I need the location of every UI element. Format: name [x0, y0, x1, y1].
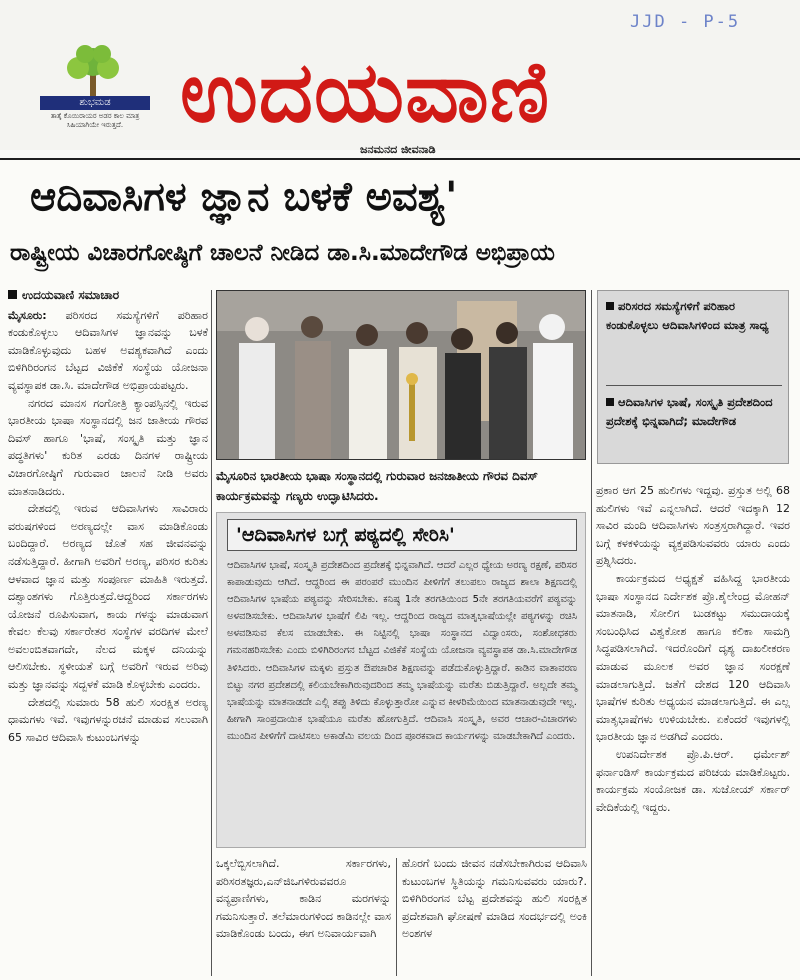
column-divider: [396, 858, 397, 976]
paragraph: ಕಾರ್ಯಕ್ರಮದ ಅಧ್ಯಕ್ಷತೆ ವಹಿಸಿದ್ದ ಭಾರತೀಯ ಭಾಷಾ ಸಂಸ್ಥಾನದ ನಿರ್ದೇಶಕ ಪ್ರೊ.ಶೈಲೇಂದ್ರ ಮೋಹನ್ ಮಾತನಾಡಿ, ಸೋಲಿಗ ಬುಡಕಟ್ಟು ಸಮುದಾಯಕ್ಕೆ ಸಂಬಂಧಿಸಿದ ವಿಶ್ವಕೋಶ ಹಾಗೂ ಕಲಿಕಾ ಸಾಮಗ್ರಿ ಸಿದ್ಧಪಡಿಸಲಾಗಿದೆ. ಇದರೊಂದಿಗೆ ದೃಶ್ಯ ದಾಖಲೀಕರಣ ಮಾಡುವ ಮೂಲಕ ಅವರ ಜ್ಞಾನ ಸಂರಕ್ಷಣೆ ಮಾಡಲಾಗುತ್ತಿದೆ. ಜತೆಗೆ ದೇಶದ 120 ಆದಿವಾಸಿ ಭಾಷೆಗಳ ಕುರಿತು ಅಧ್ಯಯನ ಮಾಡಲಾಗುತ್ತಿದೆ. ಈ ಎಲ್ಲ ಮಾತೃಭಾಷೆಗಳು ಉಳಿಯಬೇಕು. ಏಕೆಂದರೆ ಇವುಗಳಲ್ಲಿ ಭಾರತೀಯ ಜ್ಞಾನ ಅಡಗಿದೆ ಎಂದರು.: [596, 571, 790, 744]
column-3: ಹೊರಗೆ ಬಂದು ಜೀವನ ನಡೆಸಬೇಕಾಗಿರುವ ಆದಿವಾಸಿ ಕುಟುಂಬಗಳ ಸ್ಥಿತಿಯನ್ನು ಗಮನಿಸುವವರು ಯಾರು?. ಬಿಳಿಗಿರಿರಂಗನ ಬೆಟ್ಟ ಪ್ರದೇಶವನ್ನು ಹುಲಿ ಸಂರಕ್ಷಿತ ಪ್ರದೇಶವಾಗಿ ಘೋಷಣೆ ಮಾಡಿದ ಸಂದರ್ಭದಲ್ಲಿ ಅಂಕಿ ಅಂಶಗಳ: [402, 857, 587, 941]
column-2: ಒಕ್ಕಲೆಬ್ಬಿಸಲಾಗಿದೆ. ಸರ್ಕಾರಗಳು, ಪರಿಸರತಜ್ಞರು,ಎನ್‌ಜಿಒಗಳಿರುವವರೂ ವನ್ಯಪ್ರಾಣಿಗಳು, ಕಾಡಿನ ಮರಗಳನ್ನು ಗಮನಿಸುತ್ತಾರೆ. ತಲೆಮಾರುಗಳಿಂದ ಕಾಡಿನಲ್ಲೇ ವಾಸ ಮಾಡಿಕೊಂಡು ಬಂದು, ಈಗ ಅನಿವಾರ್ಯವಾಗಿ: [216, 857, 391, 941]
newspaper-subtitle: ಜನಮನದ ಜೀವನಾಡಿ: [360, 143, 436, 156]
handwritten-note: JJD - P-5: [630, 12, 741, 32]
highlights-box: [597, 290, 789, 464]
highlight-item: [606, 297, 784, 335]
bullet-square-icon: [8, 290, 17, 299]
highlight-text: ಆದಿವಾಸಿಗಳ ಭಾಷೆ, ಸಂಸ್ಕೃತಿ ಪ್ರದೇಶದಿಂದ ಪ್ರದೇಶಕ್ಕೆ ಭಿನ್ನವಾಗಿದೆ; ಮಾದೇಗೌಡ: [606, 395, 773, 428]
tree-icon: [62, 44, 124, 100]
highlight-divider: [606, 385, 782, 386]
column-4: [596, 482, 790, 980]
byline-text: ಉದಯವಾಣಿ ಸಮಾಚಾರ: [22, 288, 120, 302]
sidebar-text: ಆದಿವಾಸಿಗಳ ಭಾಷೆ, ಸಂಸ್ಕೃತಿ ಪ್ರದೇಶದಿಂದ ಪ್ರದೇಶಕ್ಕೆ ಭಿನ್ನವಾಗಿದೆ. ಆದರೆ ಎಲ್ಲರ ಧ್ಯೇಯ ಅರಣ್ಯ ರಕ್ಷಣೆ, ಪರಿಸರ ಕಾಪಾಡುವುದು ಆಗಿದೆ. ಆದ್ದರಿಂದ ಈ ಪರಂಪರೆ ಮುಂದಿನ ಪೀಳಿಗೆಗೆ ತಲುಪಲು ರಾಜ್ಯದ ಶಾಲಾ ಶಿಕ್ಷಣದಲ್ಲಿ ಆದಿವಾಸಿಗಳ ಭಾಷೆಯ ಪಠ್ಯವನ್ನು ಸೇರಿಸಬೇಕು. ಕನಿಷ್ಠ 1ನೇ ತರಗತಿಯಿಂದ 5ನೇ ತರಗತಿಯವರೆಗೆ ಪಠ್ಯವನ್ನು ಅಳವಡಿಸಬೇಕು. ಆದಿವಾಸಿಗಳ ಭಾಷೆಗೆ ಲಿಪಿ ಇಲ್ಲ. ಆದ್ದರಿಂದ ರಾಜ್ಯದ ಮಾತೃಭಾಷೆಯಲ್ಲೇ ಪಠ್ಯಗಳನ್ನು ರಚಿಸಿ ಅಳವಡಿಸುವ ಕೆಲಸ ಮಾಡಬೇಕು. ಈ ನಿಟ್ಟಿನಲ್ಲಿ ಭಾಷಾ ಸಂಸ್ಥಾನದ ವಿದ್ವಾಂಸರು, ಸಂಶೋಧಕರು ಗಮನಹರಿಸಬೇಕು ಎಂದು ಬಿಳಿಗಿರಿರಂಗನ ಬೆಟ್ಟದ ವಿಜಿಕೆಕೆ ಸಂಸ್ಥೆಯ ಯೋಜನಾ ವ್ಯವಸ್ಥಾಪಕ ಡಾ.ಸಿ.ಮಾದೇಗೌಡ ತಿಳಿಸಿದರು. ಆದಿವಾಸಿಗಳ ಮಕ್ಕಳು ಪ್ರಸ್ತುತ ಔಪಚಾರಿಕ ಶಿಕ್ಷಣವನ್ನು ಪಡೆದುಕೊಳ್ಳುತ್ತಿದ್ದಾರೆ. ಕಾಡಿನ ವಾತಾವರಣ ಬಿಟ್ಟು ನಗರ ಪ್ರದೇಶದಲ್ಲಿ ಕಲಿಯಬೇಕಾಗಿರುವುದರಿಂದ ತಮ್ಮ ಭಾಷೆಯನ್ನು ಮರೆತು ಬಿಡುತ್ತಿದ್ದಾರೆ. ಅಲ್ಲದೇ ತಮ್ಮ ಭಾಷೆಯನ್ನು ಮಾತನಾಡದೇ ಎಲ್ಲಿ ತಪ್ಪು ತಿಳಿದು ಕೊಳ್ಳುತ್ತಾರೋ ಎನ್ನುವ ಕೀಳರಿಮೆಯಿಂದ ಮಾತನಾಡುವುದೇ ಇಲ್ಲ. ಹೀಗಾಗಿ ಸಾಂಪ್ರದಾಯಿಕ ಭಾಷೆಯೂ ಮರೆತು ಹೋಗುತ್ತಿದೆ. ಆದಿವಾಸಿ ಸಂಸ್ಕೃತಿ, ಅವರ ಆಚಾರ-ವಿಚಾರಗಳು ಮುಂದಿನ ಪೀಳಿಗೆಗೆ ದಾಟಿಸಲು ಅಕಾಡೆಮಿ ವಲಯ ದಿಂದ ಪೂರಕವಾದ ಕಾರ್ಯಗಳನ್ನು ಮಾಡಬೇಕಾಗಿದೆ ಎಂದರು.: [227, 560, 577, 742]
paragraph: ಪ್ರಕಾರ ಆಗ 25 ಹುಲಿಗಳು ಇದ್ದವು. ಪ್ರಸ್ತುತ ಅಲ್ಲಿ 68 ಹುಲಿಗಳು ಇವೆ ಎನ್ನಲಾಗಿದೆ. ಆದರೆ ಇದಕ್ಕಾಗಿ 12 ಸಾವಿರ ಮಂದಿ ಆದಿವಾಸಿಗಳು ಸಂತ್ರಸ್ತರಾಗಿದ್ದಾರೆ. ಇವರ ಬಗ್ಗೆ ಕಳಕಳಿಯನ್ನು ವ್ಯಕ್ತಪಡಿಸುವವರು ಯಾರು ಎಂದು ಪ್ರಶ್ನಿಸಿದರು.: [596, 484, 790, 568]
column-divider: [591, 290, 592, 976]
column-1: [8, 287, 208, 980]
bullet-square-icon: [606, 302, 614, 310]
dateline: ಮೈಸೂರು:: [8, 308, 47, 322]
paragraph-text: ಪರಿಸರದ ಸಮಸ್ಯೆಗಳಿಗೆ ಪರಿಹಾರ ಕಂಡುಕೊಳ್ಳಲು ಆದಿವಾಸಿಗಳ ಜ್ಞಾನವನ್ನು ಬಳಕೆ ಮಾಡಿಕೊಳ್ಳುವುದು ಬಹಳ ಅವಶ್ಯಕವಾಗಿದೆ ಎಂದು ಬಿಳಿಗಿರಿರಂಗನ ಬೆಟ್ಟದ ವಿಜಿಕೆಕೆ ಸಂಸ್ಥೆಯ ಯೋಜನಾ ವ್ಯವಸ್ಥಾಪಕ ಡಾ.ಸಿ. ಮಾದೇಗೌಡ ಅಭಿಪ್ರಾಯಪಟ್ಟರು.: [8, 308, 208, 392]
sidebar-article: [216, 512, 586, 848]
headline: ಆದಿವಾಸಿಗಳ ಜ್ಞಾನ ಬಳಕೆ ಅವಶ್ಯ': [30, 174, 458, 220]
photo-caption: ಮೈಸೂರಿನ ಭಾರತೀಯ ಭಾಷಾ ಸಂಸ್ಥಾನದಲ್ಲಿ ಗುರುವಾರ ಜನಜಾತೀಯ ಗೌರವ ದಿವಸ್ ಕಾರ್ಯಕ್ರಮವನ್ನು ಗಣ್ಯರು ಉದ್ಘಾಟಿಸಿದರು.: [216, 469, 538, 503]
sidebar-title: 'ಆದಿವಾಸಿಗಳ ಬಗ್ಗೆ ಪಠ್ಯದಲ್ಲಿ ಸೇರಿಸಿ': [227, 519, 577, 551]
byline: [8, 287, 208, 305]
logo-badge: ಶುಭಮಡ: [40, 96, 150, 110]
event-photo: [216, 290, 586, 460]
subheadline: ರಾಷ್ಟ್ರೀಯ ವಿಚಾರಗೋಷ್ಠಿಗೆ ಚಾಲನೆ ನೀಡಿದ ಡಾ.ಸಿ.ಮಾದೇಗೌಡ ಅಭಿಪ್ರಾಯ: [10, 240, 555, 266]
highlight-item: [606, 393, 784, 431]
masthead-divider: [0, 158, 800, 160]
event-photo-illustration: [217, 291, 586, 460]
paragraph: ದೇಶದಲ್ಲಿ ಸುಮಾರು 58 ಹುಲಿ ಸಂರಕ್ಷಿತ ಅರಣ್ಯ ಧಾಮಗಳು ಇವೆ. ಇವುಗಳನ್ನುರಚನೆ ಮಾಡುವ ಸಲುವಾಗಿ 65 ಸಾವಿರ ಆದಿವಾಸಿ ಕುಟುಂಬಗಳನ್ನು: [8, 695, 208, 744]
shubhamada-logo: [36, 44, 154, 140]
column-divider: [211, 290, 212, 976]
paragraph: ದೇಶದಲ್ಲಿ ಇರುವ ಆದಿವಾಸಿಗಳು ಸಾವಿರಾರು ವರುಷಗಳಿಂದ ಅರಣ್ಯದಲ್ಲೇ ವಾಸ ಮಾಡಿಕೊಂಡು ಬಂದಿದ್ದಾರೆ. ಅರಣ್ಯದ ಜೊತೆ ಸಹ ಜೀವನವನ್ನು ನಡೆಸುತ್ತಿದ್ದಾರೆ. ಹೀಗಾಗಿ ಅವರಿಗೆ ಅರಣ್ಯ, ಪರಿಸರ ಕುರಿತು ಆಳವಾದ ಜ್ಞಾನ ಮತ್ತು ಸಂಪೂರ್ಣ ಮಾಹಿತಿ ಇರುತ್ತದೆ. ದಶ್ವಾಂಶಗಳು ಗೊತ್ತಿರುತ್ತದೆ.ಆದ್ದರಿಂದ ಸರ್ಕಾರಗಳು ಯೋಜನೆ ರೂಪಿಸುವಾಗ, ಕಾಯ ಗಳನ್ನು ಮಾಡುವಾಗ ಕೇವಲ ಕೆಲವು ಸರ್ಕಾರೇತರ ಸಂಸ್ಥೆಗಳ ವರದಿಗಳ ಮೇಲೆ ಅವಲಂಬಿತವಾಗದೇ, ನೆಲದ ಮಕ್ಕಳ ದನಿಯನ್ನು ಆಲಿಸಬೇಕು. ಸ್ಥಳೀಯತೆ ಬಗ್ಗೆ ಅವರಿಗೆ ಇರುವ ಅರಿವು ಮತ್ತು ಜ್ಞಾನವನ್ನು ಸದ್ಬಳಕೆ ಮಾಡಿ ಕೊಳ್ಳಬೇಕು ಎಂದರು.: [8, 502, 208, 692]
newspaper-title: ಉದಯವಾಣಿ: [180, 43, 551, 141]
logo-tagline: ತಾತ್ಕೆ ಕೊಯಿರಾಯರ ಅಡರ ಕಾಲ ಮಾತ್ರ ಸಿಹಿಯಾಗಿಯೇ ಇರುತ್ತದೆ.: [50, 112, 140, 129]
paragraph: ಉಪನಿರ್ದೇಶಕ ಪ್ರೊ.ಪಿ.ಆರ್. ಧರ್ಮೇಶ್ ಫರ್ನಾಂಡಿಸ್ ಕಾರ್ಯಕ್ರಮದ ಪರಿಚಯ ಮಾಡಿಕೊಟ್ಟರು. ಕಾರ್ಯಕ್ರಮ ಸಂಯೋಜಕ ಡಾ. ಸುಜೋಯ್ ಸರ್ಕಾರ್ ವೇದಿಕೆಯಲ್ಲಿ ಇದ್ದರು.: [596, 747, 790, 814]
highlight-text: ಪರಿಸರದ ಸಮಸ್ಯೆಗಳಿಗೆ ಪರಿಹಾರ ಕಂಡುಕೊಳ್ಳಲು ಆದಿವಾಸಿಗಳಿಂದ ಮಾತ್ರ ಸಾಧ್ಯ: [606, 299, 769, 332]
bullet-square-icon: [606, 398, 614, 406]
paragraph: [8, 307, 208, 395]
paragraph: ನಗರದ ಮಾನಸ ಗಂಗೋತ್ರಿ ಕ್ಯಾಂಪಸ್ಸಿನಲ್ಲಿ ಇರುವ ಭಾರತೀಯ ಭಾಷಾ ಸಂಸ್ಥಾನದಲ್ಲಿ ಜನ ಜಾತೀಯ ಗೌರವ ದಿವಸ್ ಹಾಗೂ 'ಭಾಷೆ, ಸಂಸ್ಕೃತಿ ಮತ್ತು ಜ್ಞಾನ ಪದ್ಧತಿಗಳು' ಕುರಿತ ಎರಡು ದಿನಗಳ ರಾಷ್ಟ್ರೀಯ ವಿಚಾರಗೋಷ್ಠಿಗೆ ಗುರುವಾರ ಚಾಲನೆ ನೀಡಿ ಅವರು ಮಾತನಾಡಿದರು.: [8, 396, 208, 498]
